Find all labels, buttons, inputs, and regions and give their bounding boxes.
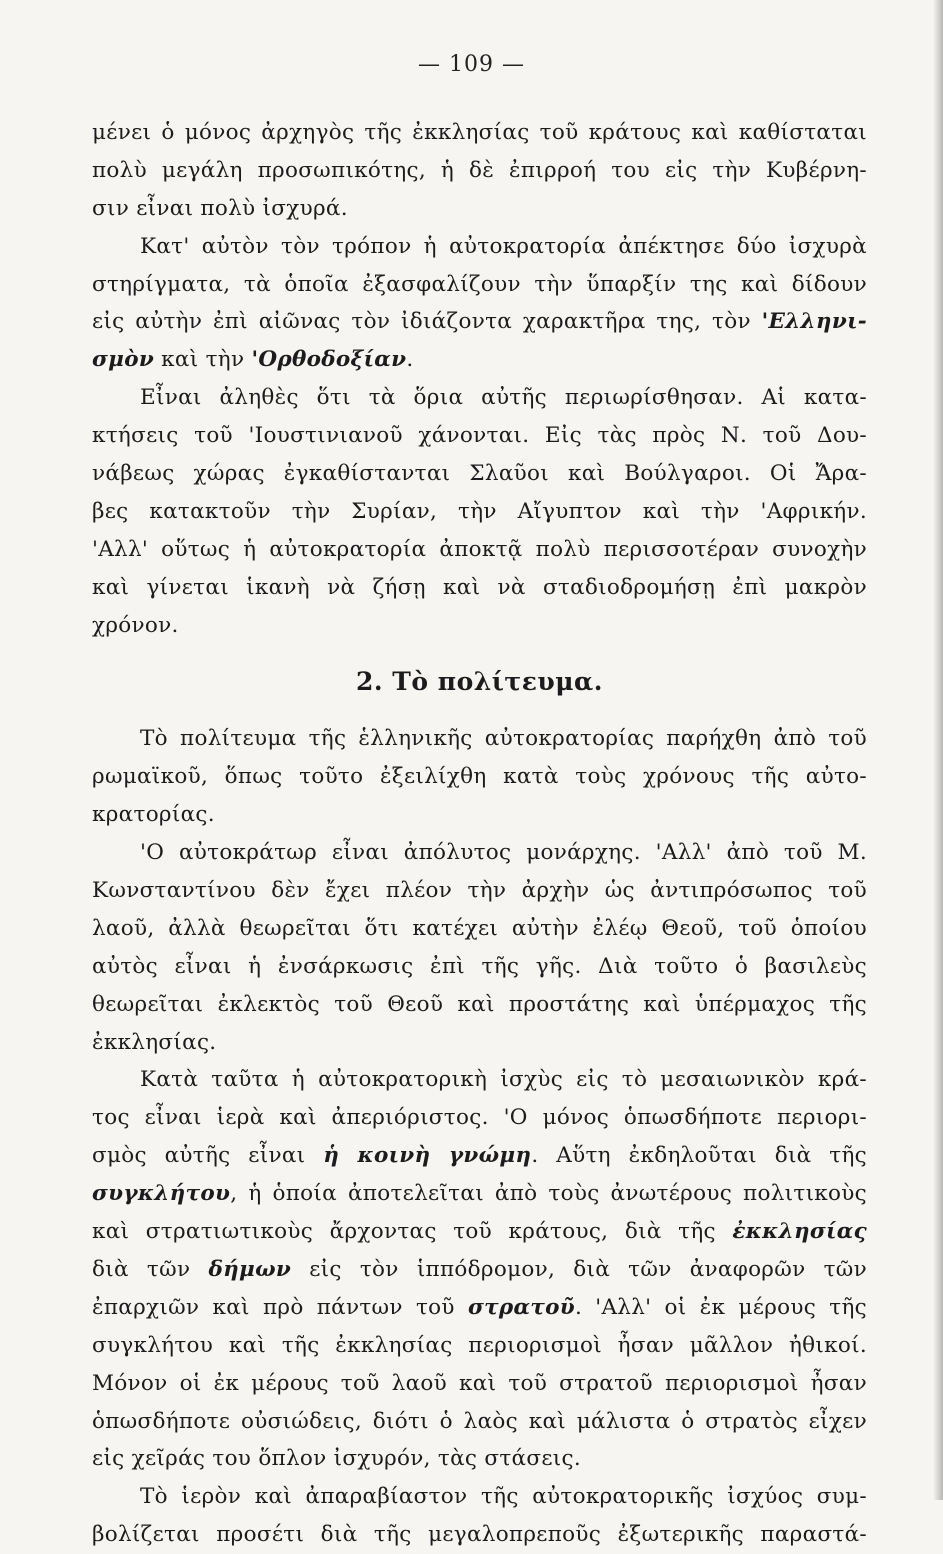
text-line: νάβεως χώρας ἐγκαθίστανται Σλαῦοι καὶ Βούλγαροι. Οἱ Ἄρα- xyxy=(92,461,867,487)
text-line: Εἶναι ἀληθὲς ὅτι τὰ ὅρια αὐτῆς περιωρίσθησαν. Αἱ κατα- xyxy=(140,385,867,411)
text-line: 'Ο αὐτοκράτωρ εἶναι ἀπόλυτος μονάρχης. 'Αλλ' ἀπὸ τοῦ Μ. xyxy=(140,840,867,866)
text-line xyxy=(92,1251,867,1289)
text-line: θεωρεῖται ἐκλεκτὸς τοῦ Θεοῦ καὶ προστάτης καὶ ὑπέρμαχος τῆς xyxy=(92,991,867,1017)
text-run: διὰ τῶν xyxy=(92,1256,209,1282)
text-line: σιν εἶναι πολὺ ἰσχυρά. xyxy=(92,195,348,221)
emphasis-public-opinion: ἡ κοινὴ γνώμη xyxy=(323,1143,532,1169)
emphasis-orthodoxy: 'Ορθοδοξίαν xyxy=(251,347,407,373)
text-line: Κωνσταντίνου δὲν ἔχει πλέον τὴν ἀρχὴν ὡς ἀντιπρόσωπος τοῦ xyxy=(92,878,867,904)
text-run: σμὸς αὐτῆς εἶναι xyxy=(92,1143,324,1169)
text-line: χρόνον. xyxy=(92,612,179,638)
text-line: καὶ γίνεται ἱκανὴ νὰ ζήσῃ καὶ νὰ σταδιοδρομήσῃ ἐπὶ μακρὸν xyxy=(92,574,867,600)
text-line: πολὺ μεγάλη προσωπικότης, ἡ δὲ ἐπιρροή του εἰς τὴν Κυβέρνη- xyxy=(92,157,867,183)
text-line: στηρίγματα, τὰ ὁποῖα ἐξασφαλίζουν τὴν ὕπαρξίν της καὶ δίδουν xyxy=(92,271,867,297)
text-line xyxy=(92,341,867,379)
emphasis-army: στρατοῦ xyxy=(467,1294,575,1320)
text-line xyxy=(92,303,867,341)
text-line: 'Αλλ' οὕτως ἡ αὐτοκρατορία ἀποκτᾷ πολὺ περισσοτέραν συνοχὴν xyxy=(92,536,867,562)
emphasis-senate: συγκλήτου xyxy=(92,1181,231,1207)
scan-edge-shadow xyxy=(933,0,943,1500)
text-line: βολίζεται προσέτι διὰ τῆς μεγαλοπρεποῦς ἐξωτερικῆς παραστά- xyxy=(92,1522,867,1548)
text-line: Τὸ πολίτευμα τῆς ἑλληνικῆς αὐτοκρατορίας παρήχθη ἀπὸ τοῦ xyxy=(140,726,867,752)
text-run: εἰς τὸν ἱππόδρομον, διὰ τῶν ἀναφορῶν τῶν xyxy=(291,1256,867,1282)
text-line: βες κατακτοῦν τὴν Συρίαν, τὴν Αἴγυπτον καὶ τὴν 'Αφρικήν. xyxy=(92,498,867,524)
text-line: κρατορίας. xyxy=(92,802,215,828)
text-run: . xyxy=(406,347,414,373)
text-line: τος εἶναι ἱερὰ καὶ ἀπεριόριστος. 'Ο μόνος ὁπωσδήποτε περιορι- xyxy=(92,1105,867,1131)
text-run: καὶ στρατιωτικοὺς ἄρχοντας τοῦ κράτους, διὰ τῆς xyxy=(92,1219,733,1245)
text-line: Κατὰ ταῦτα ἡ αὐτοκρατορικὴ ἰσχὺς εἰς τὸ μεσαιωνικὸν κρά- xyxy=(140,1067,867,1093)
text-line: Μόνον οἱ ἐκ μέρους τοῦ λαοῦ καὶ τοῦ στρατοῦ περιορισμοὶ ἦσαν xyxy=(92,1370,867,1396)
text-line: ρωμαϊκοῦ, ὅπως τοῦτο ἐξειλίχθη κατὰ τοὺς χρόνους τῆς αὐτο- xyxy=(92,764,867,790)
text-line: ἐκκλησίας. xyxy=(92,1029,217,1055)
emphasis-church: ἐκκλησίας xyxy=(732,1219,867,1245)
text-run: εἰς αὐτὴν ἐπὶ αἰῶνας τὸν ἰδιάζοντα χαρακτῆρα της, τὸν xyxy=(92,309,762,335)
text-run: , ἡ ὁποία ἀποτελεῖται ἀπὸ τοὺς ἀνωτέρους πολιτικοὺς xyxy=(230,1181,867,1207)
text-run: ἐπαρχιῶν καὶ πρὸ πάντων τοῦ xyxy=(92,1294,468,1320)
text-line xyxy=(92,1213,867,1251)
text-line: κτήσεις τοῦ 'Ιουστινιανοῦ χάνονται. Εἰς τὰς πρὸς Ν. τοῦ Δου- xyxy=(92,423,867,449)
text-line: συγκλήτου καὶ τῆς ἐκκλησίας περιορισμοὶ ἦσαν μᾶλλον ἠθικοί. xyxy=(92,1332,867,1358)
text-line xyxy=(92,1137,867,1175)
emphasis-hellenism: 'Ελληνι- xyxy=(761,309,867,335)
page-number: — 109 — xyxy=(418,52,525,77)
text-run: . 'Αλλ' οἱ ἐκ μέρους τῆς xyxy=(574,1294,867,1320)
text-line: μένει ὁ μόνος ἀρχηγὸς τῆς ἐκκλησίας τοῦ κράτους καὶ καθίσταται xyxy=(92,120,867,145)
text-line: Κατ' αὐτὸν τὸν τρόπον ἡ αὐτοκρατορία ἀπέκτησε δύο ἰσχυρὰ xyxy=(140,233,867,259)
text-line xyxy=(92,1289,867,1327)
page-body xyxy=(92,114,867,1554)
text-line: εἰς χεῖράς του ὅπλον ἰσχυρόν, τὰς στάσεις. xyxy=(92,1446,581,1472)
text-line: ὁπωσδήποτε οὐσιώδεις, διότι ὁ λαὸς καὶ μάλιστα ὁ στρατὸς εἶχεν xyxy=(92,1408,867,1434)
text-line: λαοῦ, ἀλλὰ θεωρεῖται ὅτι κατέχει αὐτὴν ἐλέῳ Θεοῦ, τοῦ ὁποίου xyxy=(92,915,867,941)
text-line: αὐτὸς εἶναι ἡ ἐνσάρκωσις ἐπὶ τῆς γῆς. Διὰ τοῦτο ὁ βασιλεὺς xyxy=(92,953,867,979)
text-run: . Αὕτη ἐκδηλοῦται διὰ τῆς xyxy=(531,1143,867,1169)
section-heading: 2. Τὸ πολίτευμα. xyxy=(356,667,603,697)
emphasis-demes: δήμων xyxy=(208,1256,292,1282)
text-run: καὶ τὴν xyxy=(154,347,252,373)
text-line: Τὸ ἱερὸν καὶ ἀπαραβίαστον τῆς αὐτοκρατορικῆς ἰσχύος συμ- xyxy=(140,1484,867,1510)
emphasis-hellenism-end: σμὸν xyxy=(92,347,155,373)
text-line xyxy=(92,1175,867,1213)
